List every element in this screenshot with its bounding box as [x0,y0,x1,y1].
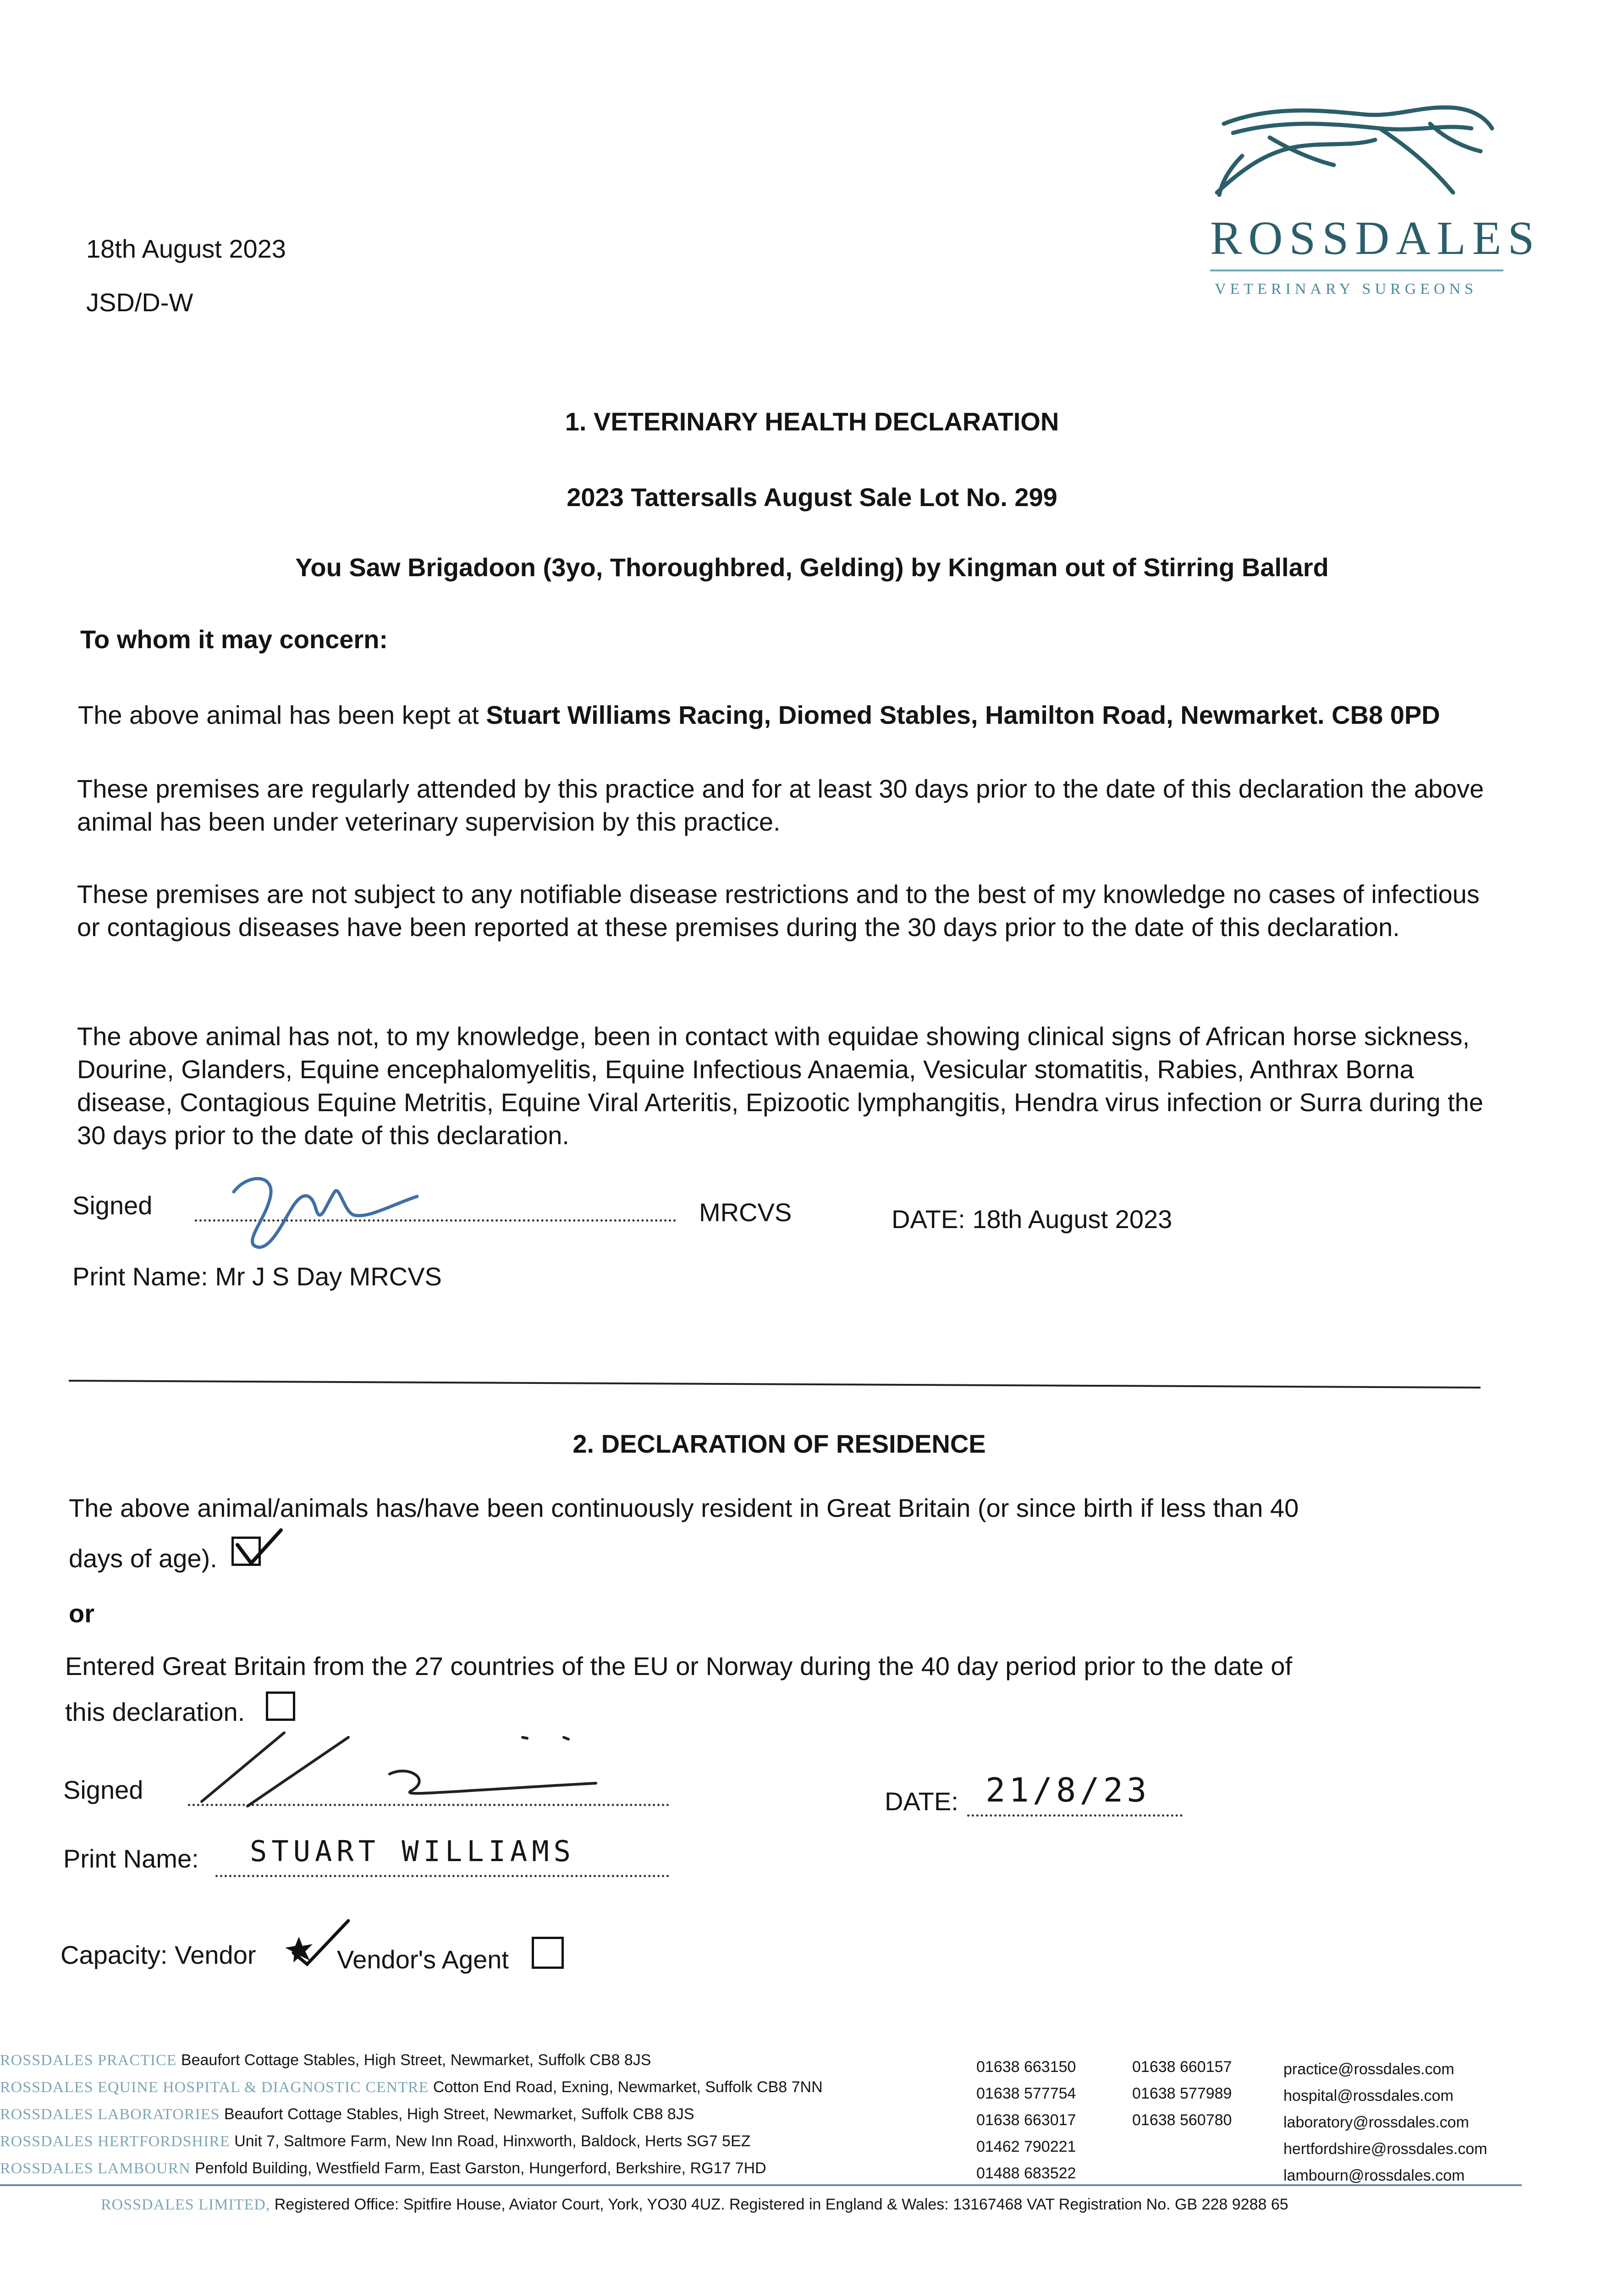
entered-checkbox[interactable] [266,1691,295,1721]
registered-office-line [101,2191,1288,2218]
footer-faxes: 01638 660157 01638 577989 01638 560780 [1132,2058,1232,2129]
rossdales-logo [1201,96,1541,316]
salutation: To whom it may concern: [80,625,388,654]
resident-checkbox[interactable] [231,1537,261,1566]
letter-date: 18th August 2023 [86,234,286,263]
footer-rule [0,2184,1522,2186]
section-divider [69,1380,1481,1388]
kept-at-prefix: The above animal has been kept at [78,700,486,729]
vet-print-name: Print Name: Mr J S Day MRCVS [72,1262,442,1291]
resident-option-line2: days of age). [69,1544,217,1573]
restrictions-paragraph: These premises are not subject to any notifiable disease restrictions and to the best of my knowledge no cases of infectious or contagious diseases have been reported at these premises during the 30 days prior to the date of this declaration. [77,880,1480,942]
section2-print-name-label: Print Name: [63,1844,199,1873]
footer-emails: practice@rossdales.com hospital@rossdales.com laboratory@rossdales.com hertfordshire@rossdales.com lambourn@rossdales.com [1283,2061,1487,2184]
vendors-agent-label: Vendor's Agent [337,1945,509,1974]
horse-logo-icon [1215,96,1499,202]
section1-date: DATE: 18th August 2023 [892,1205,1173,1234]
footer-site-row: ROSSDALES LABORATORIES Beaufort Cottage Stables, High Street, Newmarket, Suffolk CB8 8JS [0,2105,694,2123]
logo-tagline: VETERINARY SURGEONS [1215,281,1478,298]
disease-contact-paragraph: The above animal has not, to my knowledge, been in contact with equidae showing clinical signs of African horse sickness, Dourine, Glanders, Equine encephalomyelitis, Equine Infectious Anaemia, Vesicular stomatitis, Rabies, Anthrax Borna disease, Contagious Equine Metritis, Equine Viral Arteritis, Epizootic lymphangitis, Hendra virus infection or Surra during the 30 days prior to the date of this declaration. [77,1022,1484,1150]
resident-check-mark [235,1526,286,1572]
section2-print-name-line [215,1875,669,1877]
vet-signature [215,1164,426,1256]
sale-lot-line: 2023 Tattersalls August Sale Lot No. 299 [567,483,1057,512]
entered-option-line2: this declaration. [65,1697,245,1726]
section2-heading: 2. DECLARATION OF RESIDENCE [573,1429,986,1458]
footer-sites [0,2047,823,2182]
or-label: or [69,1599,94,1628]
footer-telephones: 01638 663150 01638 577754 01638 663017 01462 790221 01488 683522 [976,2058,1076,2182]
footer-site-row: ROSSDALES EQUINE HOSPITAL & DIAGNOSTIC CENTRE Cotton End Road, Exning, Newmarket, Suffolk CB8 7NN [0,2078,823,2096]
capacity-vendor-label: Capacity: Vendor [61,1940,256,1969]
footer-site-row: ROSSDALES HERTFORDSHIRE Unit 7, Saltmore Farm, New Inn Road, Hinxworth, Baldock, Herts SG7 5EZ [0,2132,751,2150]
company-name: ROSSDALES LIMITED, [101,2196,270,2213]
section2-date-value: 21/8/23 [985,1771,1151,1809]
supervision-paragraph: These premises are regularly attended by this practice and for at least 30 days prior to the date of this declaration the above animal has been under veterinary supervision by this practice. [77,774,1484,836]
vendors-agent-checkbox[interactable] [532,1937,564,1969]
section2-date-line [967,1814,1183,1817]
vet-qualification: MRCVS [699,1198,792,1227]
footer-site-row: ROSSDALES PRACTICE Beaufort Cottage Stables, High Street, Newmarket, Suffolk CB8 8JS [0,2051,651,2069]
vendor-signature [193,1724,605,1815]
section2-date-label: DATE: [885,1787,958,1816]
section2-signed-label: Signed [63,1775,143,1804]
section1-heading: 1. VETERINARY HEALTH DECLARATION [565,407,1059,436]
logo-rule [1210,270,1503,271]
kept-at-line [78,699,1440,731]
section1-signed-label: Signed [72,1191,153,1220]
registered-office: Registered Office: Spitfire House, Aviator Court, York, YO30 4UZ. Registered in England & Wales: 13167468 VAT Registration No. GB 228 9288 65 [274,2196,1288,2213]
footer-site-row: ROSSDALES LAMBOURN Penfold Building, Westfield Farm, East Garston, Hungerford, Berkshire, RG17 7HD [0,2160,766,2177]
horse-description: You Saw Brigadoon (3yo, Thoroughbred, Gelding) by Kingman out of Stirring Ballard [295,553,1329,582]
logo-wordmark: ROSSDALES [1210,212,1541,264]
letter-reference: JSD/D-W [86,288,193,317]
section2-print-name-value: STUART WILLIAMS [250,1835,575,1868]
premises-address: Stuart Williams Racing, Diomed Stables, Hamilton Road, Newmarket. CB8 0PD [486,700,1440,729]
entered-option-line1: Entered Great Britain from the 27 countries of the EU or Norway during the 40 day period prior to the date of [65,1652,1293,1680]
resident-option-line1: The above animal/animals has/have been continuously resident in Great Britain (or since birth if less than 40 [69,1493,1299,1522]
